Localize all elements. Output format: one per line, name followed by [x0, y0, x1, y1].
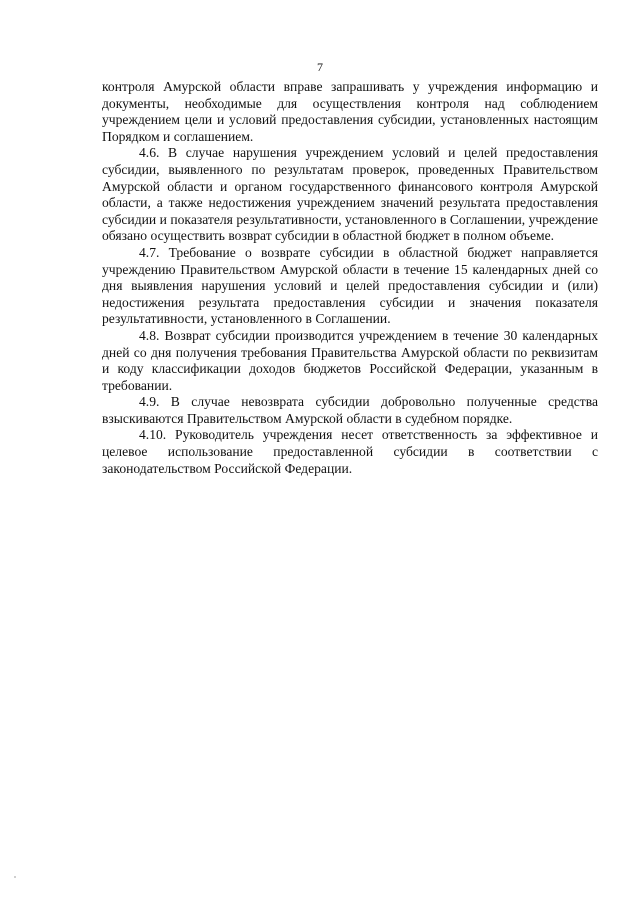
paragraph-4-8: 4.8. Возврат субсидии производится учреждением в течение 30 календарных дней со дня получения требования Правительства Амурской области по реквизитам и коду классификации доходов бюджетов Российской Федерации, указанным в требовании. [102, 327, 598, 393]
document-body [102, 79, 598, 477]
paragraph-4-7: 4.7. Требование о возврате субсидии в областной бюджет направляется учреждению Правительством Амурской области в течение 15 календарных дней со дня выявления нарушения условий и целей предоставления субсидии и (или) недостижения результата предоставления субсидии и значения показателя результативности, установленного в Соглашении. [102, 244, 598, 327]
paragraph-4-9: 4.9. В случае невозврата субсидии добровольно полученные средства взыскиваются Правительством Амурской области в судебном порядке. [102, 394, 598, 426]
paragraph-4-10: 4.10. Руководитель учреждения несет ответственность за эффективное и целевое использование предоставленной субсидии в соответствии с законодательством Российской Федерации. [102, 427, 598, 476]
page-number: 7 [317, 60, 323, 74]
scan-speck [14, 876, 16, 878]
paragraph-4-6: 4.6. В случае нарушения учреждением условий и целей предоставления субсидии, выявленного по результатам проверок, проведенных Правительством Амурской области и органом государственного финансового контроля Амурской области, а также недостижения учреждением значений результата предоставления субсидии и показателя результативности, установленного в Соглашении, учреждение обязано осуществить возврат субсидии в областной бюджет в полном объеме. [102, 145, 598, 244]
paragraph-continuation: контроля Амурской области вправе запрашивать у учреждения информацию и документы, необходимые для осуществления контроля над соблюдением учреждением цели и условий предоставления субсидии, установленных настоящим Порядком и соглашением. [102, 79, 598, 144]
